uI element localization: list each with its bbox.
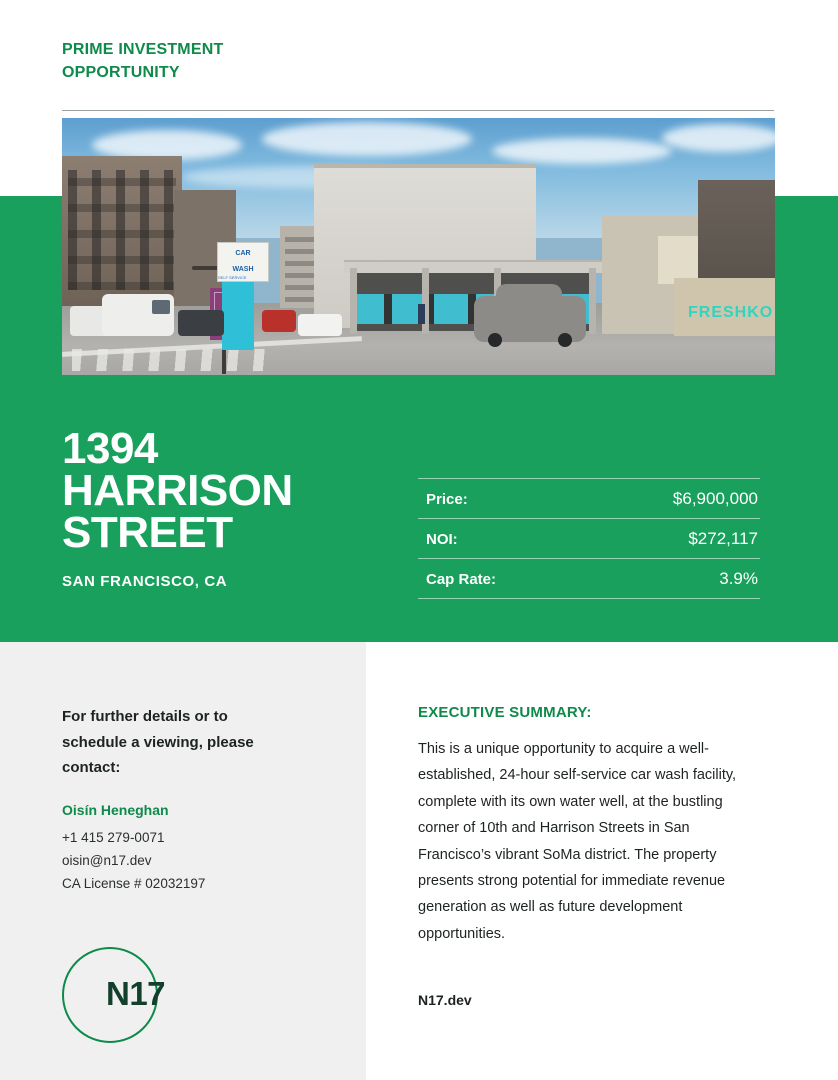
address-line-2: HARRISON	[62, 465, 293, 515]
table-row	[418, 478, 760, 518]
executive-summary-body: This is a unique opportunity to acquire a well-established, 24-hour self-service car wash facility, complete with its own water well, at the bustling corner of 10th and Harrison Streets in San Francisco’s vibrant SoMa district. The property presents strong potential for immediate revenue generation as well as future development opportunities.	[418, 741, 737, 942]
page-title: PRIME INVESTMENT OPPORTUNITY	[62, 41, 224, 82]
page-header	[0, 0, 838, 111]
wash-bay-canopy	[344, 260, 602, 273]
contact-panel	[0, 642, 366, 1080]
property-photo	[62, 118, 775, 375]
contact-license: CA License # 02032197	[62, 876, 206, 892]
left-building	[62, 156, 182, 306]
teal-equipment-box	[222, 282, 254, 350]
contact-heading: For further details or to schedule a viewing, please contact:	[62, 708, 254, 776]
contact-email[interactable]: oisin@n17.dev	[62, 853, 152, 869]
car-wash-sign-line3: SELF SERVICE	[218, 275, 247, 280]
table-row	[418, 518, 760, 558]
canopy-column	[350, 268, 357, 334]
canopy-column	[422, 268, 429, 334]
fact-value-price: $6,900,000	[672, 489, 758, 508]
car-wash-sign-line1: CAR	[235, 250, 251, 257]
table-row	[418, 558, 760, 599]
parked-car	[178, 310, 224, 336]
executive-summary-heading: EXECUTIVE SUMMARY:	[418, 704, 592, 721]
key-facts-table	[418, 478, 760, 599]
contact-phone[interactable]: +1 415 279-0071	[62, 830, 165, 845]
car-wash-sign	[217, 242, 269, 282]
canopy-column	[589, 268, 596, 334]
summary-panel	[366, 642, 838, 1080]
logo-text: N17	[106, 975, 166, 1012]
suv-in-lot	[474, 296, 586, 342]
parked-car	[298, 314, 342, 336]
cloud	[492, 138, 672, 164]
fact-label-cap-rate: Cap Rate:	[426, 571, 497, 588]
fact-value-cap-rate: 3.9%	[719, 569, 758, 588]
pedestrian	[418, 304, 425, 324]
cloud	[262, 122, 472, 156]
wall-sign-text: FRESHKO	[688, 304, 774, 321]
company-logo	[62, 947, 176, 1047]
contact-name: Oisín Heneghan	[62, 802, 169, 818]
header-divider	[62, 110, 774, 111]
fact-label-noi: NOI:	[426, 531, 458, 548]
address-line-1: 1394	[62, 424, 158, 473]
parked-van	[102, 294, 174, 336]
wheel	[488, 333, 502, 347]
website-link[interactable]: N17.dev	[418, 992, 472, 1008]
fact-value-noi: $272,117	[688, 529, 758, 548]
property-title-block	[62, 424, 293, 591]
car-wash-sign-line2: WASH	[232, 266, 254, 273]
fact-label-price: Price:	[426, 491, 468, 508]
city-state: SAN FRANCISCO, CA	[62, 573, 228, 591]
wheel	[558, 333, 572, 347]
parked-car	[262, 310, 296, 332]
cloud	[662, 124, 775, 152]
address-line-3: STREET	[62, 507, 233, 557]
contact-details	[62, 826, 205, 896]
